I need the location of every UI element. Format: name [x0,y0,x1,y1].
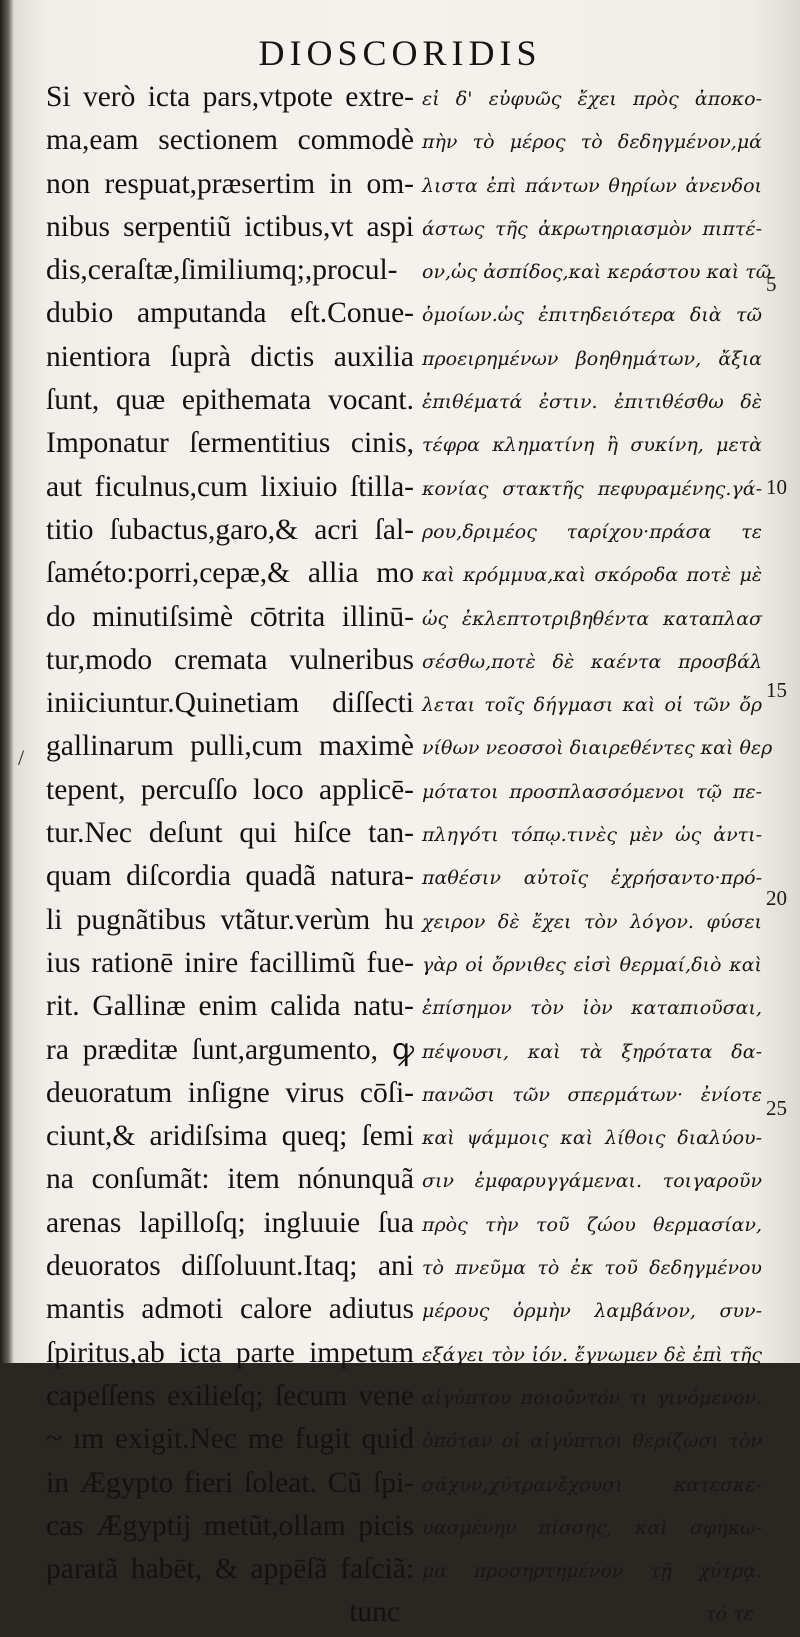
text-line: deuoratos diſſoluunt.Itaq; ani [46,1250,414,1283]
text-line: cas Ægyptij metũt,ollam picis [46,1509,414,1542]
text-line: li pugnãtibus vtãtur.verùm hu [46,903,414,936]
text-line: na conſumãt: item nónunquã [46,1163,414,1196]
text-line: rit. Gallinæ enim calida natu- [46,990,414,1023]
text-line: Si verò icta pars,vtpote extre- [46,81,414,113]
text-line: αἰγύπτου ποιοῦντόν τι γινόμενον. [422,1386,762,1409]
text-line: παθέσιν αὐτοῖς ἐχρήσαντο·πρό- [422,867,762,890]
text-line: capeſſens exilieſq; ſecum vene [46,1379,414,1412]
text-line: titio ſubactus,garo,& acri ſal- [46,513,414,546]
text-line: μέρους ὁρμὴν λαμβάνον, συν- [422,1300,762,1323]
text-line: arenas lapilloſq; ingluuie ſua [46,1206,414,1239]
latin-column [46,76,414,1635]
text-line: μα προσηρτημένον τῇ χύτρᾳ. [422,1560,762,1583]
text-line: non respuat,præsertim in om- [46,167,414,200]
text-line: in Ægypto fieri ſoleat. Cũ ſpi- [46,1466,414,1499]
text-line: προειρημένων βοηθημάτων, ἄξια [422,347,762,370]
text-line: ma,eam sectionem commodè [46,124,414,157]
text-line: ſaméto:porri,cepæ,& allia mo [46,557,414,590]
text-line: ὁμοίων.ὡς ἐπιτηδειότερα διὰ τῶ [422,304,762,327]
text-line: λιστα ἐπὶ πάντων θηρίων ἀνενδοι [422,174,762,197]
text-line: ἐπίσημον τὸν ἰὸν καταπιοῦσαι, [422,997,762,1020]
running-header: DIOSCORIDIS [258,33,542,73]
text-line: dis,ceraſtæ,ſimiliumq;,procul- [46,254,398,287]
text-line: ius rationē inire facillimũ fue- [46,946,414,979]
line-number: 25 [766,1096,787,1120]
text-line: κονίας στακτῆς πεφυραμένης.γά- [422,477,762,500]
text-line: tur,modo cremata vulneribus [46,643,414,676]
text-line: ὡς ἐκλεπτοτριβηθέντα καταπλασ [422,607,762,630]
text-line: πρὸς τὴν τοῦ ζώου θερμασίαν, [422,1213,762,1236]
text-line: λεται τοῖς δήγμασι καὶ οἱ τῶν ὄρ [422,694,762,717]
text-line: deuoratum inſigne virus cōſi- [46,1076,414,1109]
text-line: aut ficulnus,cum lixiuio ſtilla- [46,470,414,503]
text-line: εξάγει τὸν ἰόν. ἔγνωμεν δὲ ἐπὶ τῆς [422,1343,762,1366]
text-line: ſunt, quæ epithemata vocant. [46,384,414,417]
text-line: υασμένην πίσσης, καὶ σφήκω- [422,1516,762,1539]
text-line: ſpiritus,ab icta parte impetum [46,1336,414,1369]
text-line: iniiciuntur.Quinetiam diſſecti [46,687,414,720]
text-line: tepent, percuſſo loco applicē- [46,773,414,806]
text-line: nibus serpentiũ ictibus,vt aspi [46,210,414,243]
text-line: τό τε [705,1603,754,1626]
text-line: γὰρ οἱ ὄρνιθες εἰσὶ θερμαί,διὸ καὶ [422,953,762,976]
text-line: σέσθω,ποτὲ δὲ καέντα προσβάλ [422,650,762,673]
text-line: πέψουσι, καὶ τὰ ξηρότατα δα- [422,1040,762,1063]
text-line: καὶ κρόμμυα,καὶ σκόροδα ποτὲ μὲ [422,564,762,587]
text-line: tunc [349,1596,400,1629]
text-line: gallinarum pulli,cum maximè [46,730,414,763]
text-line: ~ ım exigit.Nec me fugit quid [46,1423,414,1456]
text-line: ὁπόταν οἱ αἰγύπτιοι θερίζωσι τὸν [422,1430,762,1453]
text-line: Imponatur ſermentitius cinis, [46,427,414,460]
text-line: πὴν τὸ μέρος τὸ δεδηγμένον,μά [422,131,762,154]
text-line: ciunt,& aridiſsima queq; ſemi [46,1120,414,1153]
text-line: εἰ δ' εὐφυῶς ἔχει πρὸς ἀποκο- [422,88,762,110]
text-line: ρου,δριμέος ταρίχου·πράσα τε [422,520,762,543]
text-line: νίθων νεοσσοὶ διαιρεθέντες καὶ θερ [422,737,773,760]
line-number: 20 [766,886,787,910]
text-line: σάχυν,χύτρανἔχουσι κατεσκε- [422,1473,762,1496]
text-line: mantis admoti calore adiutus [46,1293,414,1326]
margin-mark: / [18,745,25,770]
text-line: σιν ἐμφαρυγγάμεναι. τοιγαροῦν [422,1170,762,1193]
text-line: τέφρα κληματίνη ἢ συκίνη, μετὰ [422,434,762,457]
text-line: ον,ὡς ἀσπίδος,καὶ κεράστου καὶ τῶ [422,261,772,284]
line-number: 15 [766,678,787,702]
text-line: quam diſcordia quadã natura- [46,860,414,893]
text-line: καὶ ψάμμοις καὶ λίθοις διαλύου- [422,1127,762,1150]
text-line: do minutiſsimè cōtrita illinū- [46,600,414,633]
text-line: dubio amputanda eſt.Conue- [46,297,414,330]
greek-column [422,78,773,1637]
text-line: tur.Nec deſunt qui hiſce tan- [46,817,414,850]
line-number: 5 [766,272,777,296]
text-line: ra præditæ ſunt,argumento, ꝙ [46,1033,414,1066]
text-line: πληγότι τόπῳ.τινὲς μὲν ὡς ἀντι- [422,824,762,847]
text-line: τὸ πνεῦμα τὸ ἐκ τοῦ δεδηγμένου [422,1257,762,1280]
line-number: 10 [766,475,787,499]
text-line: paratã habēt, & appēſã faſciã: [46,1553,414,1586]
text-line: μότατοι προσπλασσόμενοι τῷ πε- [422,780,762,803]
text-line: πανῶσι τῶν σπερμάτων· ἐνίοτε [422,1083,762,1106]
text-line: nientiora ſuprà dictis auxilia [46,340,414,373]
text-line: ἐπιθέματά ἐστιν. ἐπιτιθέσθω δὲ [422,391,762,414]
text-line: χειρον δὲ ἔχει τὸν λόγον. φύσει [422,910,762,933]
text-line: άστως τῆς ἀκρωτηριασμὸν πιπτέ- [422,217,762,240]
